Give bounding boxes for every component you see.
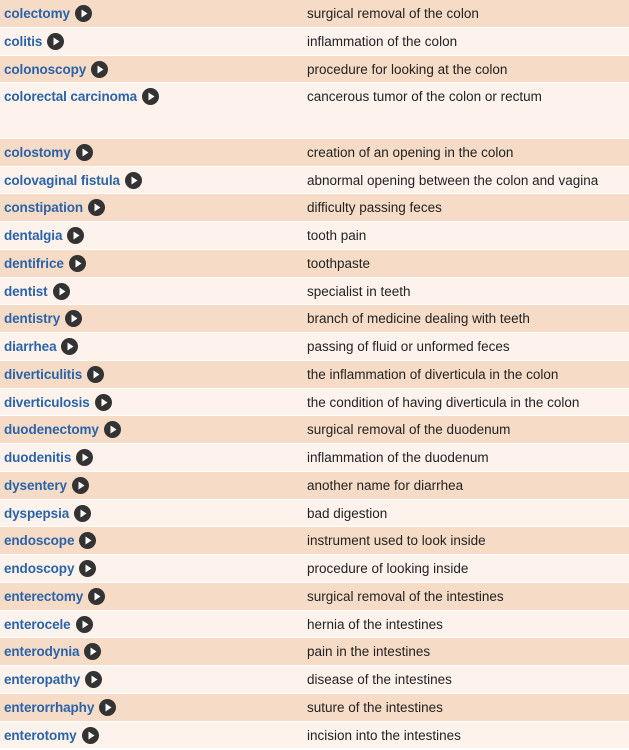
definition-cell xyxy=(303,500,629,527)
term-link[interactable]: colostomy xyxy=(4,144,71,160)
term-link[interactable]: dentist xyxy=(4,283,48,299)
definition-cell xyxy=(303,222,629,249)
term-cell xyxy=(0,56,303,83)
table-row xyxy=(0,638,629,666)
definition-text: cancerous tumor of the colon or rectum xyxy=(307,89,542,105)
definition-text: surgical removal of the duodenum xyxy=(307,422,511,438)
term-cell xyxy=(0,666,303,693)
play-audio-icon[interactable] xyxy=(67,227,84,244)
term-link[interactable]: colectomy xyxy=(4,6,70,21)
definition-text: inflammation of the duodenum xyxy=(307,450,489,465)
term-cell xyxy=(0,28,303,55)
term-link[interactable]: diverticulosis xyxy=(4,394,90,410)
term-link[interactable]: dysentery xyxy=(4,477,67,493)
term-link[interactable]: dentistry xyxy=(4,311,61,327)
play-audio-icon[interactable] xyxy=(79,532,96,549)
play-audio-icon[interactable] xyxy=(82,727,99,744)
definition-text: difficulty passing feces xyxy=(307,200,442,216)
term-cell xyxy=(0,194,303,221)
term-link[interactable]: colonoscopy xyxy=(4,61,87,77)
table-row xyxy=(0,583,629,611)
definition-cell xyxy=(303,611,629,638)
term-cell xyxy=(0,389,303,416)
play-audio-icon[interactable] xyxy=(84,643,101,660)
definition-cell xyxy=(303,167,629,194)
term-cell xyxy=(0,222,303,249)
definition-cell xyxy=(303,416,629,443)
play-audio-icon[interactable] xyxy=(88,588,105,605)
definition-text: tooth pain xyxy=(307,228,367,243)
definition-text: pain in the intestines xyxy=(307,644,431,660)
definition-cell xyxy=(303,250,629,277)
term-cell xyxy=(0,0,303,27)
table-row xyxy=(0,222,629,250)
play-audio-icon[interactable] xyxy=(72,477,89,494)
definition-text: specialist in teeth xyxy=(307,283,411,299)
definition-text: surgical removal of the colon xyxy=(307,6,479,21)
play-audio-icon[interactable] xyxy=(88,199,105,216)
definition-cell xyxy=(303,305,629,332)
definition-text: the condition of having diverticula in the colon xyxy=(307,394,580,410)
term-link[interactable]: enterotomy xyxy=(4,727,77,743)
play-audio-icon[interactable] xyxy=(47,33,64,50)
play-audio-icon[interactable] xyxy=(87,366,104,383)
definition-cell xyxy=(303,278,629,305)
term-link[interactable]: diverticulitis xyxy=(4,366,83,382)
table-row xyxy=(0,139,629,167)
term-cell xyxy=(0,611,303,638)
table-row xyxy=(0,611,629,639)
term-cell xyxy=(0,722,303,749)
definition-text: disease of the intestines xyxy=(307,672,452,687)
table-row xyxy=(0,694,629,722)
table-row xyxy=(0,500,629,528)
definition-text: abnormal opening between the colon and vagina xyxy=(307,172,599,188)
definition-text: the inflammation of diverticula in the colon xyxy=(307,366,559,382)
play-audio-icon[interactable] xyxy=(53,283,70,300)
term-cell xyxy=(0,555,303,582)
play-audio-icon[interactable] xyxy=(85,671,102,688)
table-row xyxy=(0,278,629,306)
definition-text: incision into the intestines xyxy=(307,727,461,743)
definition-cell xyxy=(303,389,629,416)
definition-cell xyxy=(303,28,629,55)
term-link[interactable]: endoscopy xyxy=(4,561,75,576)
definition-text: procedure of looking inside xyxy=(307,561,469,576)
term-link[interactable]: constipation xyxy=(4,200,84,216)
term-link[interactable]: enterorrhaphy xyxy=(4,699,95,715)
term-link[interactable]: dentalgia xyxy=(4,228,63,243)
definition-text: suture of the intestines xyxy=(307,699,443,715)
play-audio-icon[interactable] xyxy=(76,449,93,466)
definition-cell xyxy=(303,361,629,388)
definition-cell xyxy=(303,0,629,27)
term-cell xyxy=(0,638,303,665)
term-cell xyxy=(0,527,303,554)
term-cell xyxy=(0,83,303,110)
term-cell xyxy=(0,250,303,277)
play-audio-icon[interactable] xyxy=(76,616,93,633)
table-row xyxy=(0,28,629,56)
definition-cell xyxy=(303,139,629,166)
definition-cell xyxy=(303,694,629,721)
play-audio-icon[interactable] xyxy=(104,421,121,438)
term-link[interactable]: enterocele xyxy=(4,616,71,632)
table-row xyxy=(0,167,629,195)
table-row xyxy=(0,666,629,694)
play-audio-icon[interactable] xyxy=(75,5,92,22)
table-row xyxy=(0,333,629,361)
definition-text: branch of medicine dealing with teeth xyxy=(307,311,530,327)
definition-cell xyxy=(303,444,629,471)
table-row xyxy=(0,722,629,750)
term-cell xyxy=(0,583,303,610)
definition-cell xyxy=(303,56,629,83)
definition-cell xyxy=(303,555,629,582)
definition-cell xyxy=(303,722,629,749)
definition-cell xyxy=(303,583,629,610)
table-row xyxy=(0,305,629,333)
play-audio-icon[interactable] xyxy=(61,338,78,355)
term-link[interactable]: endoscope xyxy=(4,533,75,549)
term-link[interactable]: enterectomy xyxy=(4,588,84,604)
table-row xyxy=(0,444,629,472)
definition-text: bad digestion xyxy=(307,505,388,521)
play-audio-icon[interactable] xyxy=(99,699,116,716)
term-cell xyxy=(0,500,303,527)
definition-text: hernia of the intestines xyxy=(307,616,443,632)
term-cell xyxy=(0,139,303,166)
play-audio-icon[interactable] xyxy=(125,172,142,189)
definition-cell xyxy=(303,333,629,360)
term-cell xyxy=(0,416,303,443)
definition-text: surgical removal of the intestines xyxy=(307,588,504,604)
term-link[interactable]: colorectal carcinoma xyxy=(4,89,138,105)
play-audio-icon[interactable] xyxy=(91,61,108,78)
definition-text: inflammation of the colon xyxy=(307,33,458,49)
definition-cell xyxy=(303,638,629,665)
term-link[interactable]: dentifrice xyxy=(4,255,64,271)
table-row xyxy=(0,194,629,222)
table-row xyxy=(0,416,629,444)
definition-cell xyxy=(303,194,629,221)
definition-cell xyxy=(303,472,629,499)
term-link[interactable]: colovaginal fistula xyxy=(4,172,120,188)
definition-text: passing of fluid or unformed feces xyxy=(307,339,510,354)
table-row xyxy=(0,250,629,278)
table-row xyxy=(0,56,629,84)
table-row xyxy=(0,472,629,500)
term-cell xyxy=(0,305,303,332)
term-link[interactable]: diarrhea xyxy=(4,339,57,354)
definition-text: procedure for looking at the colon xyxy=(307,61,508,77)
table-row xyxy=(0,0,629,28)
term-link[interactable]: enterodynia xyxy=(4,644,80,660)
term-link[interactable]: dyspepsia xyxy=(4,505,70,521)
term-link[interactable]: colitis xyxy=(4,33,43,49)
term-cell xyxy=(0,472,303,499)
definition-text: toothpaste xyxy=(307,255,371,271)
table-row xyxy=(0,555,629,583)
term-cell xyxy=(0,333,303,360)
definition-text: another name for diarrhea xyxy=(307,477,464,493)
play-audio-icon[interactable] xyxy=(65,310,82,327)
table-row xyxy=(0,83,629,139)
definition-cell xyxy=(303,527,629,554)
term-cell xyxy=(0,278,303,305)
term-link[interactable]: enteropathy xyxy=(4,672,81,687)
term-link[interactable]: duodenitis xyxy=(4,450,72,465)
play-audio-icon[interactable] xyxy=(79,560,96,577)
table-row xyxy=(0,389,629,417)
term-cell xyxy=(0,444,303,471)
definition-cell xyxy=(303,83,629,110)
play-audio-icon[interactable] xyxy=(74,505,91,522)
term-cell xyxy=(0,694,303,721)
play-audio-icon[interactable] xyxy=(76,144,93,161)
definition-cell xyxy=(303,666,629,693)
play-audio-icon[interactable] xyxy=(142,88,159,105)
term-cell xyxy=(0,361,303,388)
table-row xyxy=(0,361,629,389)
table-row xyxy=(0,527,629,555)
play-audio-icon[interactable] xyxy=(95,394,112,411)
term-link[interactable]: duodenectomy xyxy=(4,422,99,438)
definition-text: instrument used to look inside xyxy=(307,533,486,549)
definition-text: creation of an opening in the colon xyxy=(307,144,514,160)
play-audio-icon[interactable] xyxy=(69,255,86,272)
term-cell xyxy=(0,167,303,194)
